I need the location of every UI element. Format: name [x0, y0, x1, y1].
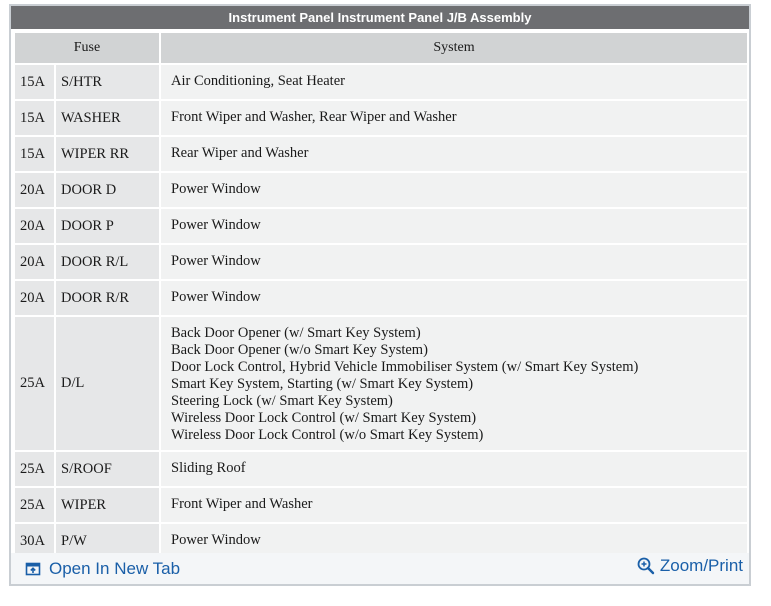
fuse-amperage: 20A	[15, 209, 54, 243]
fuse-amperage: 15A	[15, 137, 54, 171]
fuse-amperage: 25A	[15, 452, 54, 486]
fuse-amperage: 20A	[15, 245, 54, 279]
system-column-header: System	[161, 33, 747, 63]
fuse-system-cell	[161, 317, 747, 450]
open-in-new-tab-link[interactable]	[25, 559, 180, 579]
table-row	[15, 209, 747, 243]
system-line: Power Window	[171, 532, 261, 548]
system-line: Front Wiper and Washer	[171, 496, 313, 512]
fuse-name: S/HTR	[56, 65, 159, 99]
system-line: Power Window	[171, 253, 261, 269]
fuse-name: S/ROOF	[56, 452, 159, 486]
panel-footer	[11, 553, 749, 584]
system-line: Power Window	[171, 217, 261, 233]
table-row	[15, 137, 747, 171]
fuse-amperage: 30A	[15, 524, 54, 558]
fuse-system-cell	[161, 173, 747, 207]
table-row	[15, 245, 747, 279]
fuse-table-panel	[9, 4, 751, 586]
fuse-system-cell	[161, 65, 747, 99]
open-in-new-tab-label: Open In New Tab	[49, 559, 181, 578]
system-line: Power Window	[171, 181, 261, 197]
fuse-system-cell	[161, 452, 747, 486]
fuse-name: WIPER	[56, 488, 159, 522]
fuse-amperage: 20A	[15, 281, 54, 315]
fuse-system-cell	[161, 488, 747, 522]
system-line: Back Door Opener (w/ Smart Key System)	[171, 325, 421, 341]
open-in-new-tab-icon	[25, 561, 41, 577]
system-line: Smart Key System, Starting (w/ Smart Key System)	[171, 376, 474, 392]
system-line: Wireless Door Lock Control (w/ Smart Key System)	[171, 410, 477, 426]
fuse-system-cell	[161, 137, 747, 171]
table-header-row	[15, 33, 747, 63]
table-row	[15, 101, 747, 135]
system-line: Steering Lock (w/ Smart Key System)	[171, 393, 393, 409]
system-line: Air Conditioning, Seat Heater	[171, 73, 345, 89]
fuse-table	[13, 31, 749, 560]
system-line: Front Wiper and Washer, Rear Wiper and Washer	[171, 109, 457, 125]
zoom-magnifier-icon	[636, 556, 656, 576]
fuse-system-cell	[161, 101, 747, 135]
fuse-system-cell	[161, 245, 747, 279]
table-row	[15, 452, 747, 486]
fuse-name: DOOR D	[56, 173, 159, 207]
fuse-amperage: 25A	[15, 488, 54, 522]
fuse-name: P/W	[56, 524, 159, 558]
fuse-amperage: 15A	[15, 101, 54, 135]
fuse-name: DOOR P	[56, 209, 159, 243]
fuse-system-cell	[161, 281, 747, 315]
table-row	[15, 488, 747, 522]
zoom-print-link[interactable]	[636, 556, 743, 576]
system-line: Wireless Door Lock Control (w/o Smart Key System)	[171, 427, 484, 443]
fuse-table-body	[15, 65, 747, 558]
table-row	[15, 173, 747, 207]
system-line: Sliding Roof	[171, 460, 246, 476]
fuse-name: DOOR R/R	[56, 281, 159, 315]
fuse-amperage: 15A	[15, 65, 54, 99]
table-row	[15, 65, 747, 99]
system-line: Power Window	[171, 289, 261, 305]
zoom-print-label: Zoom/Print	[659, 556, 743, 575]
panel-title: Instrument Panel Instrument Panel J/B Assembly	[11, 6, 749, 29]
fuse-system-cell	[161, 209, 747, 243]
table-row	[15, 317, 747, 450]
fuse-column-header: Fuse	[15, 33, 159, 63]
system-line: Door Lock Control, Hybrid Vehicle Immobiliser System (w/ Smart Key System)	[171, 359, 639, 375]
fuse-amperage: 20A	[15, 173, 54, 207]
fuse-name: D/L	[56, 317, 159, 450]
fuse-name: WASHER	[56, 101, 159, 135]
system-line: Rear Wiper and Washer	[171, 145, 309, 161]
system-line: Back Door Opener (w/o Smart Key System)	[171, 342, 428, 358]
fuse-name: WIPER RR	[56, 137, 159, 171]
table-row	[15, 281, 747, 315]
fuse-name: DOOR R/L	[56, 245, 159, 279]
fuse-amperage: 25A	[15, 317, 54, 450]
